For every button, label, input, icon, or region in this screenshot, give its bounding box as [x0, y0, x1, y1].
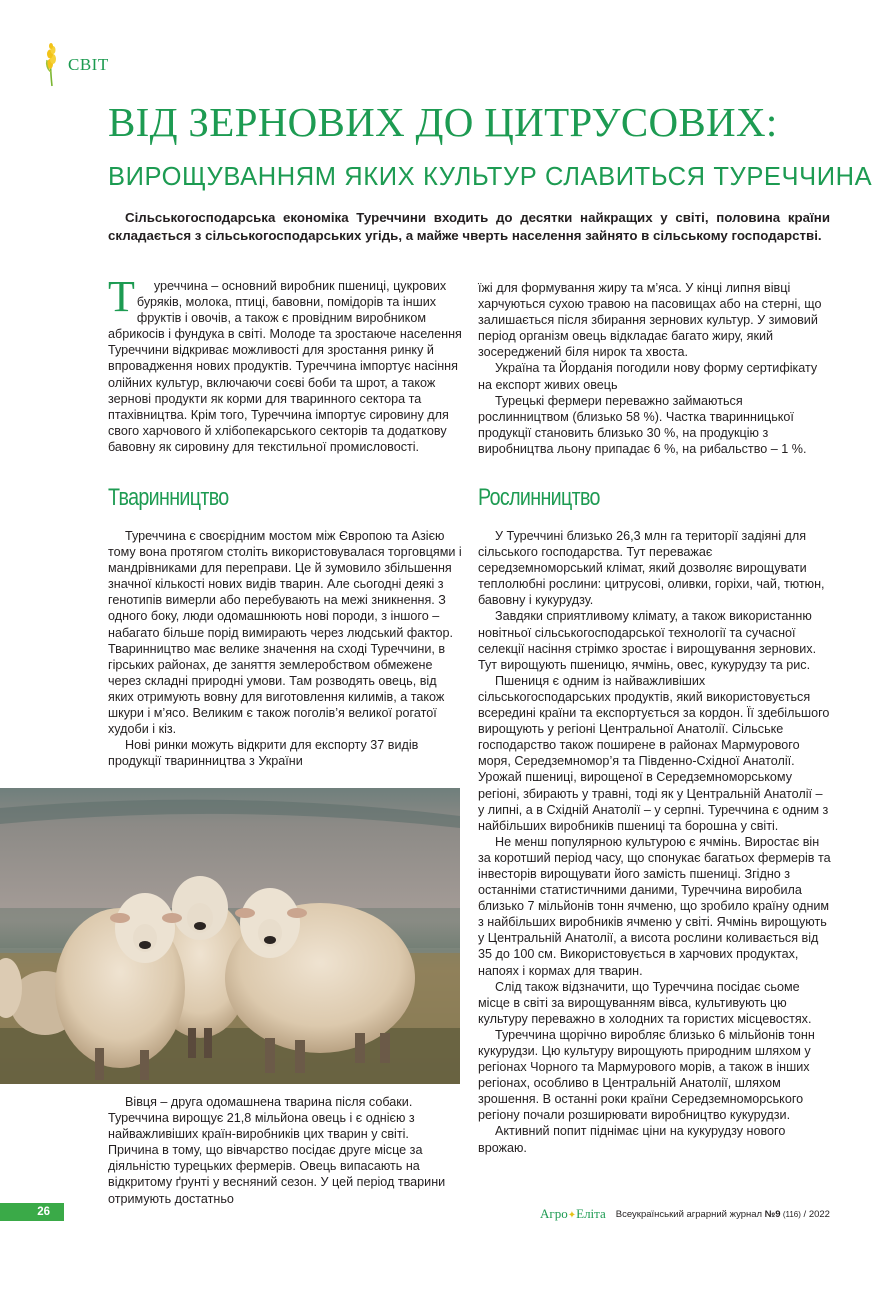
right-top-column [478, 280, 832, 457]
related-link-text: Нові ринки можуть відкрити для експорту 37 видів продукції тваринництва з України [108, 738, 419, 769]
article-title: ВІД ЗЕРНОВИХ ДО ЦИТРУСОВИХ: [108, 99, 778, 145]
paragraph: Туреччина є своєрідним мостом між Європою та Азією тому вона протягом століть використовувалася торговцями і мандрівниками для переправи. Це й зумовило збільшення значної кількості нових видів тварин. Але сьогодні деякі з генотипів вимерли або перебувають на межі зникнення. З одного боку, люди одомашнюють нові породи, з іншого – набагато більше порід вимирають через людський фактор. Тваринництво має велике значення на сході Туреччини, в гірських районах, де заняття землеробством обмежене через складні природні умови. Там розводять овець, від яких отримують вовну для виготовлення килимів, а також шкури і м’ясо. Великим є також поголів’я великої рогатої худоби і кіз. [108, 529, 462, 737]
paragraph: Слід також відзначити, що Туреччина посідає сьоме місце в світі за вирощуванням вівса, культивують цю культуру переважно в холодних та гористих місцевостях. [478, 979, 812, 1026]
brand-logo [540, 1206, 606, 1222]
section-label: СВІТ [68, 55, 109, 74]
wheat-ear-icon [42, 42, 64, 88]
heading-crops: Рослинництво [478, 484, 600, 511]
heading-livestock: Тваринництво [108, 484, 229, 511]
issue-number: №9 [764, 1208, 781, 1220]
paragraph: їжі для формування жиру та м’яса. У кінці липня вівці харчуються сухою травою на пасовищах або на стерні, що залишається після збирання зернових культур. У зимовий період організм овець відкладає багато жиру, який зосереджений біля нирок та хвоста. [478, 281, 822, 360]
issue-total: (116) [780, 1209, 801, 1219]
brand-left: Агро [540, 1206, 568, 1221]
paragraph: Завдяки сприятливому клімату, а також використанню новітньої сільськогосподарської технології та сучасної селекції насіння стрімко зростає і вирощування зернових. Тут вирощують пшеницю, ячмінь, овес, кукурудзу та рис. [478, 609, 817, 672]
journal-name: Всеукраїнський аграрний журнал [615, 1208, 765, 1220]
drop-cap: Т [108, 272, 135, 321]
lead-paragraph: Сільськогосподарська економіка Туреччини входить до десятки найкращих у світі, половина країни складається з сільськогосподарських угідь, а майже чверть населення зайнято в сільському господарстві. [108, 210, 830, 243]
intro-text: уреччина – основний виробник пшениці, цукрових буряків, молока, птиці, бавовни, помідорів та інших фруктів і овочів, а також є провідним виробником абрикосів і фундука в світі. Молоде та зростаюче населення Туреччини відкриває можливості для зростання ринку й впровадження нових продуктів. Туреччина імпортує насіння олійних культур, включаючи соєві боби та шрот, а також зернові продукти як корми для тваринного сектора та птахівництва. Крім того, Туреччина імпортує сировину для свого харчового й хлібопекарського секторів та додаткову бавовну як сировину для текстильної промисловості. [108, 279, 462, 454]
crops-column [478, 528, 832, 1156]
paragraph: Турецькі фермери переважно займаються рослинництвом (близько 58 %). Частка тваринницької продукції становить близько 30 %, на продукцію з виробництва льону припадає 6 %, на рибальство – 1 %. [478, 393, 807, 456]
paragraph: Активний попит піднімає ціни на кукурудзу нового врожаю. [478, 1124, 786, 1155]
star-icon: ✦ [567, 1210, 577, 1221]
paragraph: Туреччина щорічно виробляє близько 6 мільйонів тонн кукурудзи. Цю культуру вирощують природним шляхом у регіонах Чорного та Мармурового морів, а також в інших регіонах, особливо в Центральній Анатолії, шляхом зрошення. В останні роки країни Середземноморського регіону почали розширювати виробництво кукурудзи. [478, 1027, 815, 1123]
livestock-column-continued [108, 1094, 462, 1207]
brand-right: Еліта [576, 1206, 606, 1221]
footer-journal-info [540, 1206, 830, 1222]
paragraph: Вівця – друга одомашнена тварина після собаки. Туреччина вирощує 21,8 мільйона овець і є однією з найважливіших країн-виробників цих тварин у світі. Причина в тому, що вівчарство посідає друге місце за діяльністю турецьких фермерів. Овець випасають на відкритому ґрунті у весняний сезон. У цей період тварини отримують достатньо [108, 1095, 446, 1206]
related-link-text: Україна та Йорданія погодили нову форму сертифікату на експорт живих овець [478, 361, 818, 392]
paragraph: Не менш популярною культурою є ячмінь. Виростає він за коротший період часу, що спонукає багатьох фермерів та інвесторів вирощувати його замість пшениці. Згідно з останніми статистичними даними, Туреччина виробила близько 7 мільйонів тонн ячменю, що зробило країну одним з найбільших виробників ячменю у світі. Ячмінь вирощують у Центральній Анатолії, а висота рослини коливається від 35 до 100 см. Використовується в харчових продуктах, напоях і кормах для тварин. [478, 834, 831, 978]
page-number: 26 [0, 1203, 64, 1221]
sheep-illustration [0, 788, 460, 1084]
livestock-column [108, 528, 462, 769]
paragraph: Пшениця є одним із найважливіших сільськогосподарських продуктів, який використовується всередині країни та експортується за кордон. Її здебільшого вирощують у регіоні Центральної Анатолії. Сільське господарство також поширене в районах Мармурового моря, Середземномор’я та Південно-Східної Анатолії. Урожай пшениці, вирощеної в Середземноморському регіоні, збирають у травні, тоді як у Центральній Анатолії – у липні, а в Східній Анатолії – у серпні. Туреччина є одним з найбільших виробників пшениці та борошна у світі. [478, 673, 830, 833]
intro-paragraph [108, 272, 462, 455]
section-tag [42, 42, 109, 88]
sheep-photo [0, 788, 460, 1084]
intro-column [108, 272, 462, 455]
paragraph: У Туреччині близько 26,3 млн га території задіяні для сільського господарства. Тут переважає середземноморський клімат, який дозволяє вирощувати теплолюбні рослини: цитрусові, оливки, горіхи, чай, тютюн, бавовну і кукурудзу. [478, 529, 825, 608]
article-subtitle: ВИРОЩУВАННЯМ ЯКИХ КУЛЬТУР СЛАВИТЬСЯ ТУРЕЧЧИНА [108, 163, 873, 191]
issue-year: / 2022 [800, 1208, 830, 1220]
